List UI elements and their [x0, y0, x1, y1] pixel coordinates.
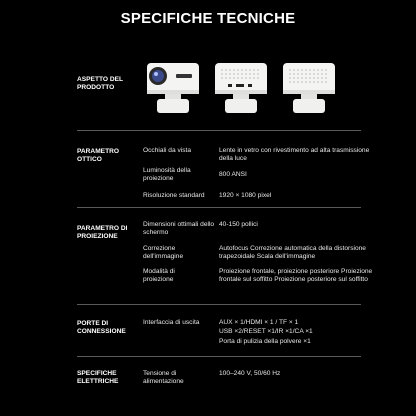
- section-divider: [77, 207, 361, 208]
- spec-key: Occhiali da vista: [143, 147, 192, 154]
- spec-value: Proiezione frontale, proiezione posteriore Proiezione frontale sul soffitto Proiezione posteriore sul soffitto: [219, 268, 373, 283]
- spec-value: 800 ANSI: [219, 171, 247, 178]
- spec-key: Luminosità della proiezione: [143, 167, 191, 182]
- product-image-back: [214, 62, 268, 116]
- spec-value: Lente in vetro con rivestimento ad alta trasmissione della luce: [219, 147, 370, 162]
- spec-value: Autofocus Correzione automatica della distorsione trapezoidale Scala dell'immagine: [219, 245, 366, 260]
- spec-key: Correzione dell'immagine: [143, 245, 184, 260]
- spec-value: AUX × 1/HDMI × 1 / TF × 1: [219, 319, 299, 326]
- spec-value: Porta di pulizia della polvere ×1: [219, 338, 311, 345]
- section-divider: [77, 304, 361, 305]
- spec-value: 1920 × 1080 pixel: [219, 192, 272, 199]
- section-label-aspect: ASPETTO DEL PRODOTTO: [77, 76, 123, 91]
- section-label-optical: PARAMETRO OTTICO: [77, 148, 120, 163]
- product-image-side: [282, 62, 336, 116]
- spec-key: Interfaccia di uscita: [143, 319, 200, 326]
- section-divider: [77, 356, 361, 357]
- spec-value: 100–240 V, 50/60 Hz: [219, 370, 281, 377]
- section-label-projection: PARAMETRO DI PROIEZIONE: [77, 225, 128, 240]
- spec-key: Dimensioni ottimali dello schermo: [143, 221, 215, 236]
- spec-value: 40-150 pollici: [219, 221, 258, 228]
- spec-key: Tensione di alimentazione: [143, 370, 184, 385]
- spec-key: Risoluzione standard: [143, 192, 205, 199]
- section-label-electrical: SPECIFICHE ELETTRICHE: [77, 370, 119, 385]
- section-divider: [77, 130, 361, 131]
- spec-key: Modalità di proiezione: [143, 268, 175, 283]
- section-label-ports: PORTE DI CONNESSIONE: [77, 320, 126, 335]
- product-image-front: [146, 62, 200, 116]
- spec-value: USB ×2/RESET ×1/IR ×1/CA ×1: [219, 328, 313, 335]
- page-title: SPECIFICHE TECNICHE: [120, 10, 296, 27]
